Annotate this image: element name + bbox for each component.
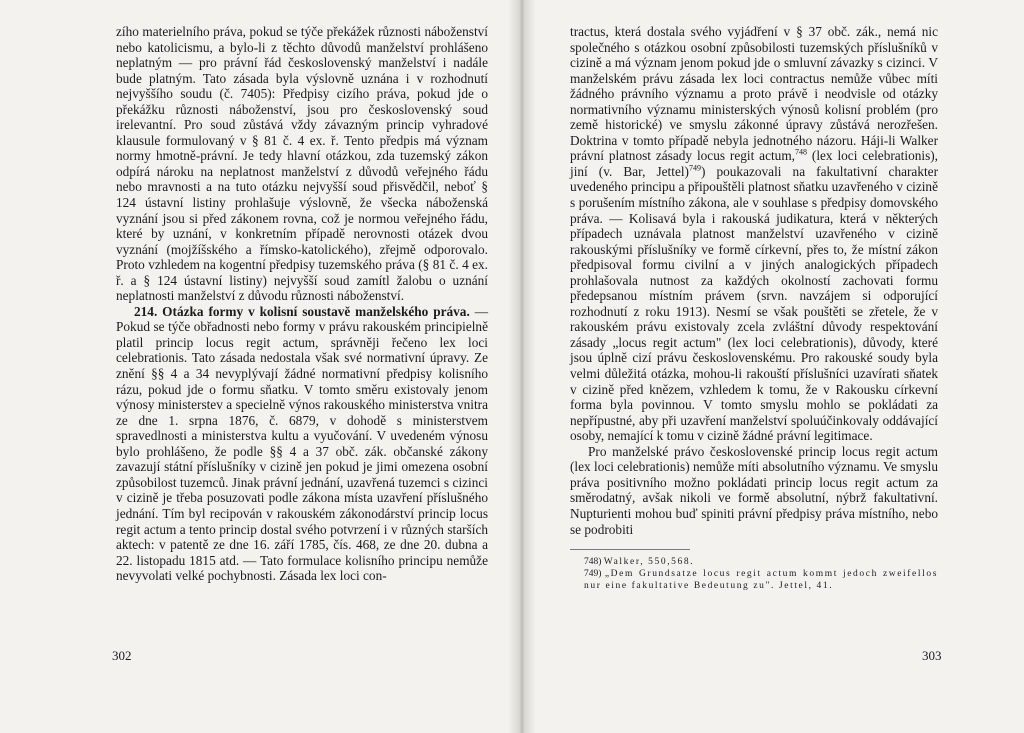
footnote-748 xyxy=(570,556,938,568)
right-paragraph-2: Pro manželské právo československé princip locus regit actum (lex loci celebrationis) nemůže míti absolutního významu. Ve smyslu práva positivního možno pokládati princip locus regit actum za směrodatný, avšak nikoli ve formě absolutní, nýbrž fakultativní. Nupturienti mohou buď spiniti právní předpisy práva místního, nebo se podrobiti xyxy=(570,443,938,537)
left-paragraph-2 xyxy=(116,304,488,584)
footnote-separator xyxy=(570,549,690,550)
footnote-749-text: „Dem Grundsatze locus regit actum kommt jedoch zweifellos nur eine fakultative Bedeutung zu". Jettel, 41. xyxy=(584,569,938,592)
right-page xyxy=(528,0,1024,733)
right-paragraph-1-part-b: (lex loci celebrationis), jiní (v. Bar, Jettel) xyxy=(570,148,938,179)
left-paragraph-2-body: — Pokud se týče obřadnosti nebo formy v právu rakouském principielně platil princip locus regit actum, správněji řečeno lex loci celebrationis. Tato zásada nedostala však své normativní úpravy. Ze znění §§ 4 a 34 nevyplývají žádné normativní předpisy kolisního rázu, pokud jde o formu sňatku. V tomto směru existovaly jenom výnosy ministerstev a specielně výnos rakouského ministerstva vnitra ze dne 1. srpna 1876, č. 6879, v dohodě s ministerstvem spravedlnosti a ministerstva kultu a vyučování. V uvedeném výnosu bylo prohlášeno, že podle §§ 4 a 37 obč. zák. občanské zákony zavazují státní příslušníky v cizině jen pokud je jimi omezena osobní způsobilost tuzemců. Jinak právní jednání, uzavřená tuzemci s cizinci v cizině je třeba posuzovati podle zákona místa uzavření příslušného jednání. Tím byl recipován v rakouském zákonodárství princip locus regit actum a tento princip dostal svého potvrzení i v různých starších aktech: v patentě ze dne 16. září 1785, čís. 468, ze dne 20. dubna a 22. listopadu 1815 atd. — Tato formulace kolisního principu nemůže nevyvolati velké pochybnosti. Zásada lex loci con- xyxy=(116,303,489,584)
left-page-text xyxy=(116,24,488,584)
left-paragraph-1: zího materielního práva, pokud se týče překážek různosti náboženství nebo katolicismu, a bylo-li z těchto důvodů manželství prohlášeno neplatným — pro právní řád československý manželství i nadále bude platným. Tato zásada byla výslovně uznána i v rozhodnutí nejvyššího soudu (č. 7405): Předpisy cizího práva, pokud jde o překážku různosti náboženství, jsou pro československý soud irelevantní. Pro soud zůstává vždy závazným princip vyhradové klausule formulovaný v § 81 č. 4 ex. ř. Tento předpis má význam normy hmotně-právní. Je tedy hlavní otázkou, zda tuzemský zákon odpírá nároku na neplatnost manželství z důvodů veřejného řádu nebo mravnosti a na tuto otázku nejvyšší soud přisvědčil, neboť § 124 ústavní listiny prohlašuje výslovně, že všecka náboženská vyznání jsou si před zákonem rovna, což je normou veřejného řádu, které by uznání, v konkretním případě nerovnosti otázek dvou vyznání (mojžíšského a římsko-katolického), zřejmě odporovalo. Proto vzhledem na kogentní předpisy tuzemského práva (§ 81 č. 4 ex. ř. a § 124 ústavní listiny) nejvyšší soud zamítl žalobu o uznání neplatnosti manželství z důvodu různosti náboženství. xyxy=(116,24,488,304)
footnote-ref-748: 748 xyxy=(795,147,807,157)
section-heading-214: 214. Otázka formy v kolisní soustavě manželského práva. xyxy=(134,303,470,319)
right-paragraph-1-part-c: ) poukazovali na fakultativní charakter uvedeného principu a připouštěli platnost sňatku uzavřeného v cizině s porušením místního zákona, ale v souhlase s předpisy domovského práva. — Kolisavá byla i rakouská judikatura, která v některých případech uznávala platnost manželství uzavřeného v cizině rakouskými příslušníky ve formě církevní, přes to, že místní zákon předpisoval formu civilní a v jiných analogických případech prohlašovala nutnost za každých okolností zachovati formu předepsanou místním právem (srvn. navzájem si odporující rozhodnutí z roku 1913). Nesmí se však pouštěti se zřetele, že v rakouském právu existovaly zcela zvláštní důvody respektování zásady „locus regit actum" (lex loci celebrationis), důvody, které jsou úplně cizí právu československému. Pro rakouské soudy byla velmi důležitá otázka, mohou-li rakouští příslušníci uzavírati sňatek v cizině před knězem, vzhledem k tomu, že v Rakousku církevní forma byla povinnou. V tomto smyslu mohlo se pokládati za nepřípustné, aby při uzavření manželství spoluúčinkovaly oddávající osoby, nemající k tomu v cizině žádné právní legitimace. xyxy=(570,163,938,444)
page-number-right: 303 xyxy=(922,648,942,663)
right-paragraph-1-part-a: tractus, která dostala svého vyjádření v § 37 obč. zák., nemá nic společného s otázkou osobní způsobilosti tuzemských příslušníků v cizině a má význam jenom pokud jde o smluvní závazky s cizinci. V manželském právu zásada lex loci contractus nemůže vůbec míti žádného právního významu a proto právě i neodvisle od otázky normativního významu ministerských výnosů kolisní problém (pro země historické) ve smyslu zákonné úpravy zůstává nerozřešen. Doktrina v tomto případě nebyla jednotného názoru. Háji-li Walker právní platnost zásady locus regit actum, xyxy=(570,24,938,164)
page-number-left: 302 xyxy=(112,648,132,663)
footnote-ref-749: 749 xyxy=(688,163,701,173)
right-page-text xyxy=(570,24,938,592)
footnote-749 xyxy=(570,568,938,592)
footnote-748-number: 748) xyxy=(584,557,602,568)
footnote-749-number: 749) xyxy=(584,569,602,580)
footnote-748-text: Walker, 550,568. xyxy=(603,557,695,568)
right-paragraph-1 xyxy=(570,24,938,444)
